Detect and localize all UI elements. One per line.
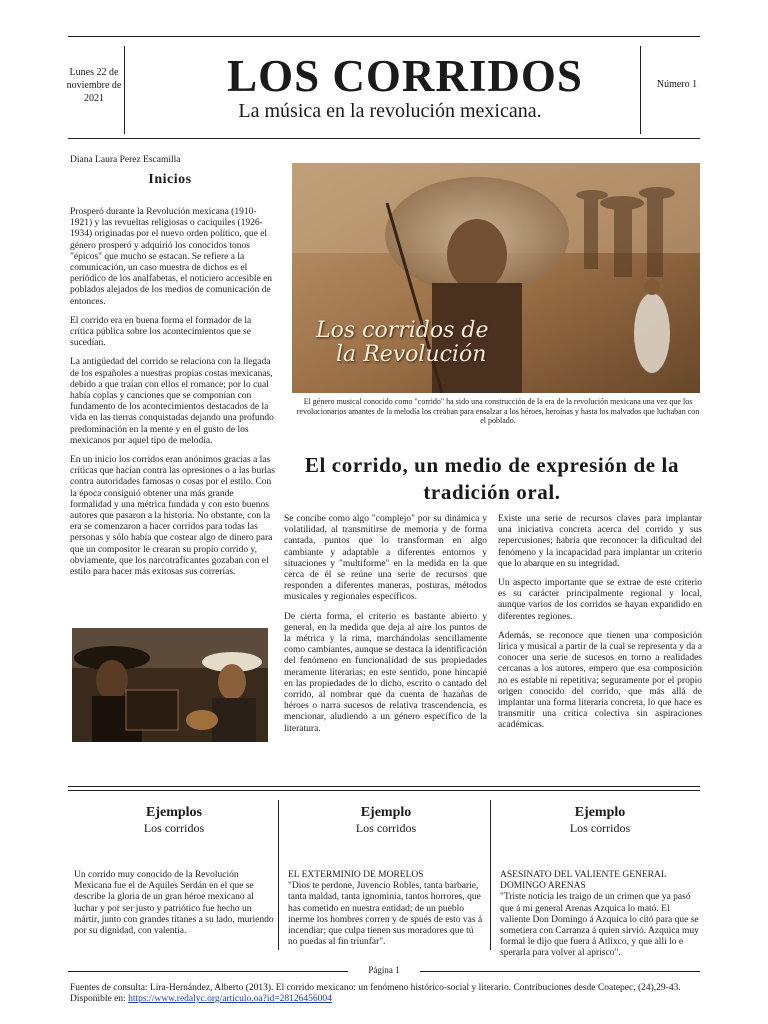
inicios-paragraph: La antigüedad del corrido se relaciona con la llegada de los españoles a nuestras propias costas mexicanas, debido a que traían con ellos el romance; por lo cual había coplas y canciones que se componían con fundamento de los acontecimientos destacados de la vida en las tierras conquistadas dejando una profundo predominación en la mente y en el gusto de los mexicanos por aquel tipo de melodía.: [70, 357, 274, 446]
masthead-divider-right: [640, 46, 641, 134]
example-box-2: [288, 805, 484, 948]
example-heading: EL EXTERMINIO DE MORELOS: [288, 870, 424, 880]
example-text: "Triste noticia les traigo de un crimen que ya pasó que á mi general Arenas Azquica lo mató. El valiente Don Domingo á Azquica lo citó para que se sometiera con Carranza á quien sirvió. Azquica muy formal le dijo que fuera á Atlixco, y que allí lo e sperarla para volver al aprisco".: [500, 892, 699, 959]
overlay-line: la Revolución: [336, 342, 487, 367]
example-subtitle: Los corridos: [569, 821, 631, 835]
example-title: Ejemplo: [360, 805, 412, 820]
article-paragraph: Existe una serie de recursos claves para implantar una iniciativa concreta acerca del corrido y sus repercusiones; habría que reconocer la dificultad del fenómeno y la incapacidad para implantar un criterio que lo abarque en su integridad.: [498, 514, 702, 569]
examples-divider: [278, 800, 279, 950]
example-subtitle: Los corridos: [355, 821, 417, 835]
article-paragraph: Un aspecto importante que se extrae de este criterio es su carácter principalmente regional y local, aunque varios de los corridos se hayan expandido en diferentes regiones.: [498, 578, 702, 622]
sources-text: Fuentes de consulta: Lira-Hernández, Alberto (2013). El corrido mexicano: un fenómeno histórico-social y literario. Contribuciones desde Coatepec, (24),29-43. Disponible en:: [70, 983, 681, 1004]
inicios-paragraph: Prosperó durante la Revolución mexicana (1910-1921) y las revueltas religiosas o caciquiles (1926-1934) originadas por el nuevo orden político, que el género prosperó y adquirió los conocidos tonos "épicos" que mucho se estacan. Se refiere a la comunicación, un caso muestra de dichos es el periódico de los analfabetas, el noticiero accesible en poblados alejados de los medios de comunicación de entonces.: [70, 207, 273, 307]
sources-citation: [70, 983, 700, 1005]
article-paragraph: Se concibe como algo "complejo" por su dinámica y volatilidad, al transmitirse de memoria y de forma cantada, puntos que lo transforman en algo cambiante y adaptable a diferentes entornos y situaciones y "multiforme" en la medida en la que cerca de él se reúne una serie de recursos que responden a diferentes maneras, posturas, métodos musicales y regionales específicos.: [284, 514, 487, 603]
issue-number: Número 1: [656, 79, 698, 90]
examples-rule-top-double: [68, 790, 700, 791]
inicios-paragraph: En un inicio los corridos eran anónimos gracias a las críticas que hacían contra las opresiones o a las burlas contra autoridades famosas o cosas por el estilo. Con la época consiguió obtener una más grande formalidad y una métrica fundada y con esto buenos autores que pasaron a la historia. No obstante, con la era se comenzaron a hacer corridos para todas las personas y sólo había que costear algo de dinero para que un compositor le crearan su propio corrido y, obviamente, que los narcotraficantes gozaban con el estilo para hacer más exitosas sus correrías.: [70, 455, 275, 578]
newspaper-subtitle: La música en la revolución mexicana.: [238, 100, 542, 122]
article-paragraph: Además, se reconoce que tienen una composición lírica y musical a partir de la cual se representa y da a conocer una serie de sucesos en torno a realidades cercanas a los autores, empero que esa composición no es estable ni repetitiva; seguramente por el propio origen conocido del corrido, que más allá de implantar una forma literaria concreta, lo que hace es transmitir una crítica colectiva sin aspiraciones académicas.: [498, 630, 702, 731]
article-column-1: [284, 514, 487, 743]
examples-rule-top: [68, 786, 700, 787]
example-heading: ASESINATO DEL VALIENTE GENERAL DOMINGO ARENAS: [500, 870, 667, 892]
example-title: Ejemplo: [574, 805, 626, 820]
example-text: "Dios te perdone, Juvencio Robles, tanta barbarie, tanta maldad, tanta ignominia, tantos horrores, que has cometido en nuestra entidad; de un pueblo inerme los hombres corren y de spués de esto vas á incendiar; que culpa tienen sus moradores que tú no puedas al fin triunfar".: [288, 881, 483, 948]
source-link[interactable]: https://www.redalyc.org/articulo.oa?id=28126456004: [128, 994, 332, 1004]
footer-rule-right: [420, 971, 700, 972]
example-box-1: [74, 805, 274, 937]
revolution-photo: [292, 163, 700, 393]
top-rule: [68, 36, 700, 37]
issue-date: Lunes 22 de noviembre de 2021: [66, 67, 122, 104]
page-number: Página 1: [368, 965, 400, 975]
inicios-paragraph: El corrido era en buena forma el formador de la crítica pública sobre los acontecimientos que se sucedían.: [70, 315, 252, 349]
example-subtitle: Los corridos: [143, 821, 205, 835]
article-paragraph: De cierta forma, el criterio es bastante abierto y general, en la medida que deja al aire los puntos de la métrica y la rima, marchándolas sencillamente como cambiantes, aunque se destaca la identificación del fenómeno en funcionalidad de sus propiedades meramente literarias; en este sentido, pone hincapié en las propiedades de lo dicho, escrito o cantado del corrido, al nombrar que da cuenta de hazañas de héroes o narra sucesos de relativa trascendencia, es mencionar, aludiendo a un género específico de la literatura.: [284, 611, 487, 734]
photo-overlay-title: [316, 319, 489, 367]
inicios-article: [70, 207, 276, 586]
overlay-line: Los corridos de: [316, 318, 489, 343]
masthead-divider-left: [124, 46, 125, 134]
example-text: Un corrido muy conocido de la Revolución Mexicana fue el de Aquiles Serdán en el que se describe la gloria de un gran héroe mexicano al luchar y por ser justo y patriótico fue hecho un mártir, junto con grandes titanes a su lado, muriendo por su dignidad, con valentía.: [74, 870, 274, 937]
musicians-photo: [72, 628, 268, 742]
example-title: Ejemplos: [146, 805, 202, 820]
section-heading-inicios: Inicios: [148, 172, 192, 187]
article-column-2: [498, 514, 702, 740]
newspaper-title: LOS CORRIDOS: [227, 51, 583, 101]
musicians-photo-image: [72, 628, 268, 742]
masthead-rule: [68, 138, 700, 139]
examples-divider: [490, 800, 491, 950]
footer-rule-left: [68, 971, 348, 972]
author-name: Diana Laura Perez Escamilla: [70, 155, 181, 165]
example-box-3: [500, 805, 700, 960]
photo-caption: El género musical conocido como "corrido" ha sido una construcción de la era de la revolución mexicana una vez que los revolucionarios amantes de la melodía los creaban para ensalzar a los héroes, heroínas y hasta los malvados que luchaban con el poblado.: [296, 397, 700, 425]
article-headline: El corrido, un medio de expresión de la tradición oral.: [304, 453, 680, 504]
